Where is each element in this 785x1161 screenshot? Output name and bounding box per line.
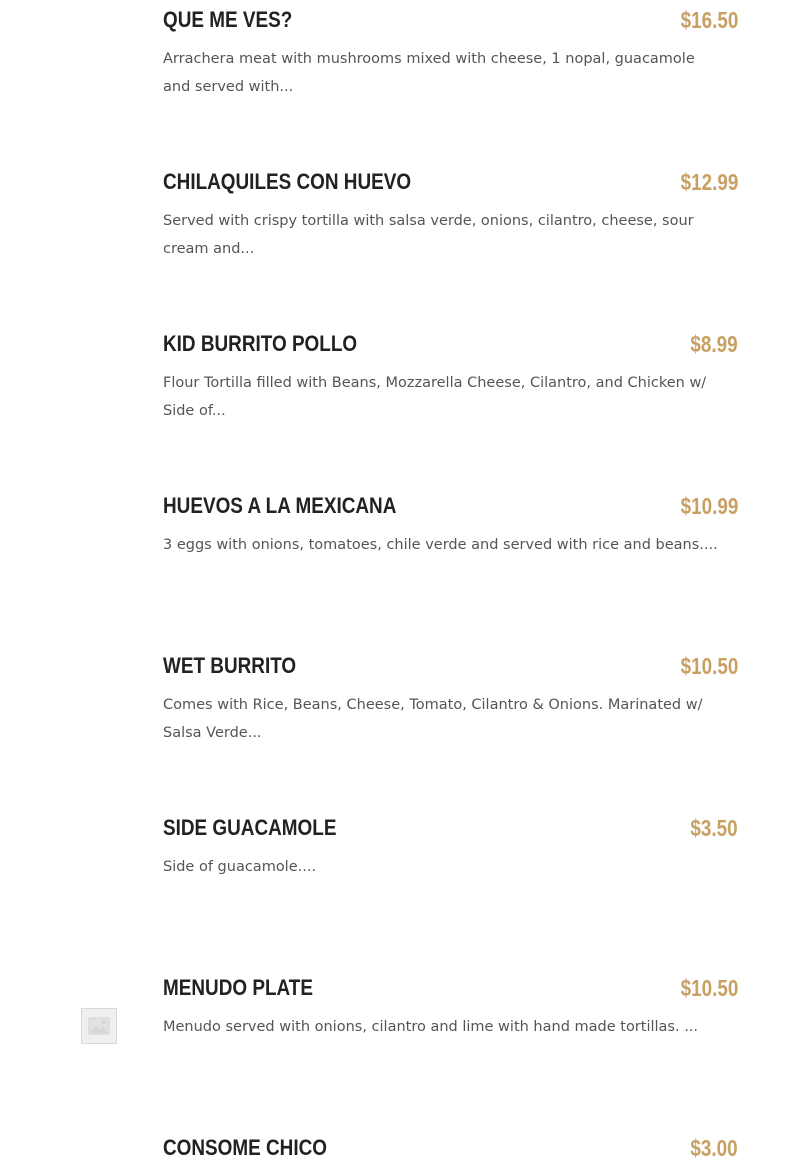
item-title[interactable]: WET BURRITO	[163, 653, 297, 678]
item-description: Served with crispy tortilla with salsa verde, onions, cilantro, cheese, sour cream and...	[163, 213, 694, 257]
item-description: Side of guacamole....	[163, 859, 317, 875]
item-price: $10.50	[680, 975, 738, 1001]
item-price: $10.50	[680, 653, 738, 679]
item-description: 3 eggs with onions, tomatoes, chile verde and served with rice and beans....	[163, 537, 718, 553]
item-title[interactable]: QUE ME VES?	[163, 7, 293, 32]
item-title[interactable]: KID BURRITO POLLO	[163, 331, 358, 356]
item-title[interactable]: CHILAQUILES CON HUEVO	[163, 169, 412, 194]
item-price: $3.00	[690, 1135, 738, 1161]
item-price: $8.99	[690, 331, 738, 357]
item-description: Comes with Rice, Beans, Cheese, Tomato, Cilantro & Onions. Marinated w/ Salsa Verde...	[163, 697, 703, 741]
item-price: $16.50	[680, 7, 738, 33]
item-title[interactable]: HUEVOS A LA MEXICANA	[163, 493, 397, 518]
item-description: Flour Tortilla filled with Beans, Mozzarella Cheese, Cilantro, and Chicken w/ Side of...	[163, 375, 707, 419]
image-placeholder-icon[interactable]	[81, 1008, 117, 1044]
item-price: $12.99	[680, 169, 738, 195]
item-price: $3.50	[690, 815, 738, 841]
item-title[interactable]: MENUDO PLATE	[163, 975, 313, 1000]
item-title[interactable]: CONSOME CHICO	[163, 1135, 327, 1160]
item-title[interactable]: SIDE GUACAMOLE	[163, 815, 337, 840]
item-description: Arrachera meat with mushrooms mixed with cheese, 1 nopal, guacamole and served with...	[163, 51, 695, 95]
item-price: $10.99	[680, 493, 738, 519]
item-description: Menudo served with onions, cilantro and lime with hand made tortillas. ...	[163, 1019, 699, 1035]
